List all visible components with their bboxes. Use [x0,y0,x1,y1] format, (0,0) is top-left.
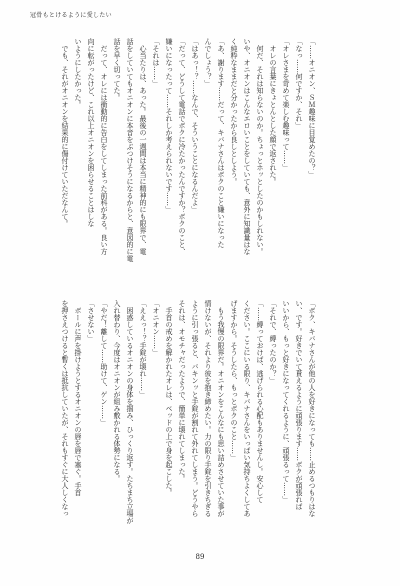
text-line: を押さえつけると暫くは抵抗していたが、それもすぐに大人しくなっ [61,300,69,517]
text-line: んでしょう？」 [204,38,212,87]
text-line: 「だって、どうして電話でボクに冷たかったんですか？ボクのこと、 [178,38,186,255]
text-line: 「それは……」 [152,38,160,87]
text-line: 「あ、謝ります……だって、キバナさんはボクのこと嫌いになった [217,38,225,248]
text-line: い、です。好きでいて貰えるように頑張ります……ボクが頑張れば [295,300,303,510]
text-line: 手首の戒めを解かれたオレは、ベッドの上で身を起こした。 [165,300,173,496]
text-line: 入れ替わり、今度はオニオンが組み敷かれる体勢になる。 [113,300,121,482]
text-line: 情けないが、それより彼を抱き締めたい。力の限り手錠を引きちぎる [204,300,212,517]
text-line: 「ボク、キバナさんが他の人を好きになっても……止めるつもりはな [308,300,316,517]
text-line: 「……オニオン、ＳＭ趣味に目覚めたの？」 [308,38,316,178]
text-line: 「やだ！離して……助けて、ゲン……」 [100,300,108,426]
text-line: 「オニオン……」 [152,300,160,356]
text-line: 「それで、縛ったのか？」 [269,300,277,384]
text-line: 困惑しているオニオンの身体を掴み、ひっくり返す。たちまち立場が [126,300,134,524]
lower-text-block [58,300,318,540]
text-line: もう我慢の限界だ。オニオンをこんなにも思い詰めさせていた事が [217,300,225,517]
text-line: それは、オモチャだったようで、簡単に壊れてしまった。 [178,300,186,482]
text-line: ください。ここにいる限り、キバナさんをいっぱい気持ちよくしてあ [243,300,251,517]
text-line: 何だ、それは知らないのか。ちょっとホッとしたのかもしれない。 [256,38,264,255]
page-number: 89 [195,553,205,561]
text-line: く純粋なままだと分かったから良しとしよう。 [230,38,238,185]
text-line: だって、オレには衝動的に告白をしてしまった前科がある。良い方 [100,38,108,255]
text-line: 「ええっ！？手錠が壊れ……」 [139,300,147,398]
text-line: 心当たりは、あった。最後の一週間は本当に精神的にも限界で、電 [139,38,147,255]
text-line: 「はあっ！？……なんで、そういうことになるんだよ」 [191,38,199,213]
text-line: ように引っ張ると、バキンッと手錠が割れて外れてしまう。どうやら [191,300,199,517]
text-line: 「……縛っておけば、逃げられる心配もありませんし。安心して [256,300,264,503]
text-line: 「なっ……何ですか、それ」 [295,38,303,129]
text-line: いようにしたかった。 [74,38,82,108]
upper-text-block [58,38,318,272]
text-line: いいから、もっと好きになってくれるように、頑張るって……」 [282,300,290,503]
text-line: ボールに声を掛けようとするオニオンの唇を唇で塞ぐ。手首 [74,300,82,496]
text-line: 話をしていてもオニオンに本音をぶつけそうになるからと、意図的に電 [126,38,134,262]
text-line: 向に転がったけど、これ以上オニオンを困らせることはしな [87,38,95,227]
text-line: いや、オニオンはこんなエロいことをしていても、意外に知識量はな [243,38,251,255]
text-line: 「させない」 [87,300,95,342]
text-line: オレの言葉にきょとんとした顔で返された。 [269,38,277,185]
running-title: 冠骨もとけるように愛したい [30,12,112,19]
text-line: 話を早く切ってた。 [113,38,121,101]
text-line: 「オレさまを苛めて楽しむ趣味って……」 [282,38,290,171]
text-line: 嫌いになったって……それしか考えられないです……」 [165,38,173,213]
text-line: でも、それがオニオンを結果的に傷付けていただなんて。 [61,38,69,227]
text-line: げますから。そうしたら、もっとボクのこと……」 [230,300,238,461]
